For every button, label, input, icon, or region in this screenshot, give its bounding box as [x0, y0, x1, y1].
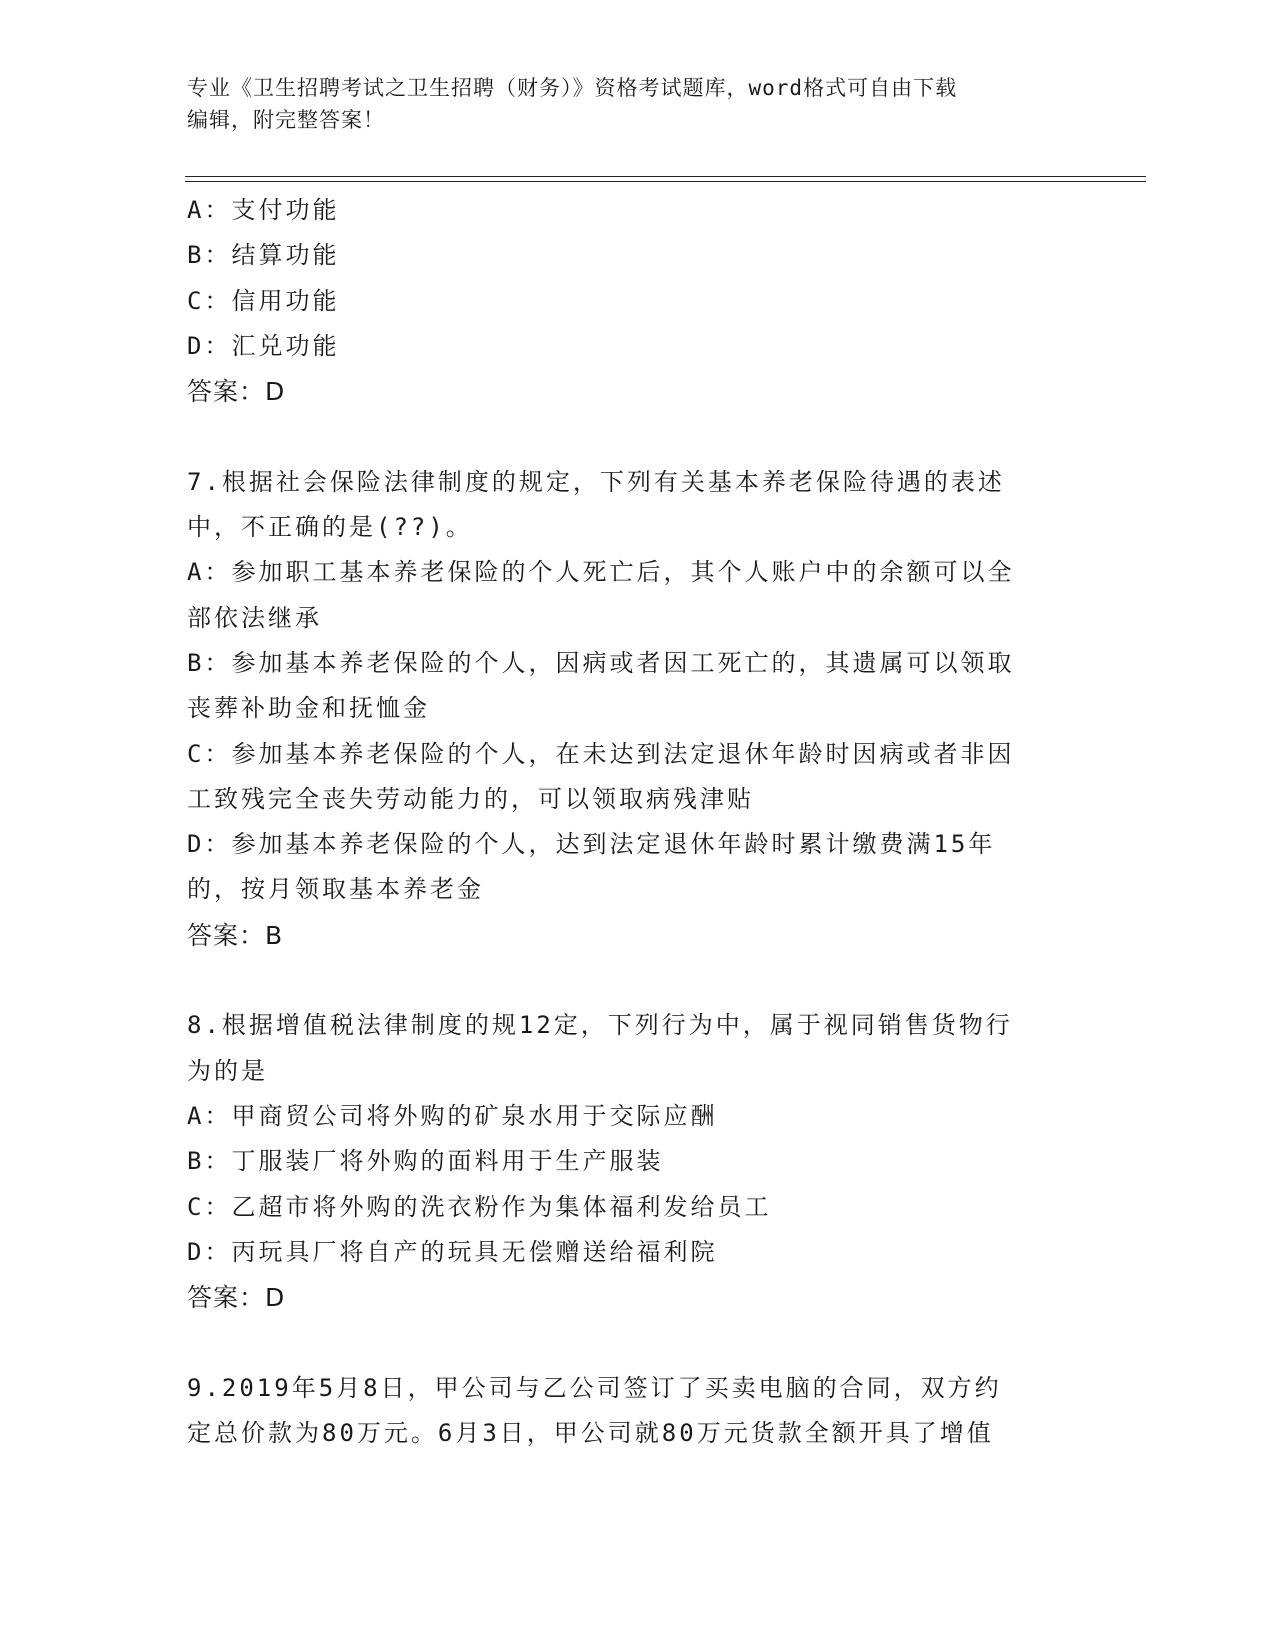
document-header — [187, 72, 1087, 136]
q8-stem-line-1: 8.根据增值税法律制度的规12定，下列行为中，属于视同销售货物行 — [187, 1011, 1013, 1040]
q6-option-d: D：汇兑功能 — [187, 331, 340, 360]
question-8 — [187, 1003, 1087, 1320]
question-9 — [187, 1366, 1087, 1457]
q8-option-c: C：乙超市将外购的洗衣粉作为集体福利发给员工 — [187, 1192, 772, 1221]
q9-stem-line-2: 定总价款为80万元。6月3日，甲公司就80万元货款全额开具了增值 — [187, 1419, 994, 1448]
q6-option-c: C：信用功能 — [187, 286, 340, 315]
header-divider-bottom — [185, 181, 1146, 182]
header-line-1: 专业《卫生招聘考试之卫生招聘（财务）》资格考试题库，word格式可自由下载 — [187, 76, 958, 100]
q7-stem-line-2: 中，不正确的是(??)。 — [187, 513, 473, 542]
q6-option-b: B：结算功能 — [187, 241, 340, 270]
q8-answer: 答案：D — [187, 1283, 286, 1313]
question-7 — [187, 460, 1087, 958]
q8-stem-line-2: 为的是 — [187, 1056, 268, 1085]
question-6-tail — [187, 188, 1087, 414]
q7-option-a-line-2: 部依法继承 — [187, 603, 322, 632]
q7-option-b-line-2: 丧葬补助金和抚恤金 — [187, 694, 430, 723]
q7-option-a-line-1: A：参加职工基本养老保险的个人死亡后，其个人账户中的余额可以全 — [187, 558, 1015, 587]
q7-option-d-line-1: D：参加基本养老保险的个人，达到法定退休年龄时累计缴费满15年 — [187, 830, 996, 859]
q7-option-d-line-2: 的，按月领取基本养老金 — [187, 875, 484, 904]
q7-option-b-line-1: B：参加基本养老保险的个人，因病或者因工死亡的，其遗属可以领取 — [187, 648, 1015, 677]
spacer — [187, 1320, 1087, 1365]
q7-answer: 答案：B — [187, 920, 284, 950]
header-divider-top — [185, 176, 1146, 177]
q7-option-c-line-2: 工致残完全丧失劳动能力的，可以领取病残津贴 — [187, 784, 754, 813]
q6-answer: 答案：D — [187, 377, 286, 407]
q7-stem-line-1: 7.根据社会保险法律制度的规定，下列有关基本养老保险待遇的表述 — [187, 467, 1005, 496]
question-list — [187, 188, 1087, 1456]
q8-option-b: B：丁服装厂将外购的面料用于生产服装 — [187, 1147, 664, 1176]
q7-option-c-line-1: C：参加基本养老保险的个人，在未达到法定退休年龄时因病或者非因 — [187, 739, 1015, 768]
q9-stem-line-1: 9.2019年5月8日，甲公司与乙公司签订了买卖电脑的合同，双方约 — [187, 1373, 1002, 1402]
q8-option-d: D：丙玩具厂将自产的玩具无偿赠送给福利院 — [187, 1237, 718, 1266]
q6-option-a: A：支付功能 — [187, 196, 340, 224]
q8-option-a: A：甲商贸公司将外购的矿泉水用于交际应酬 — [187, 1101, 718, 1130]
header-line-2: 编辑，附完整答案！ — [187, 108, 385, 132]
spacer — [187, 958, 1087, 1003]
spacer — [187, 414, 1087, 459]
